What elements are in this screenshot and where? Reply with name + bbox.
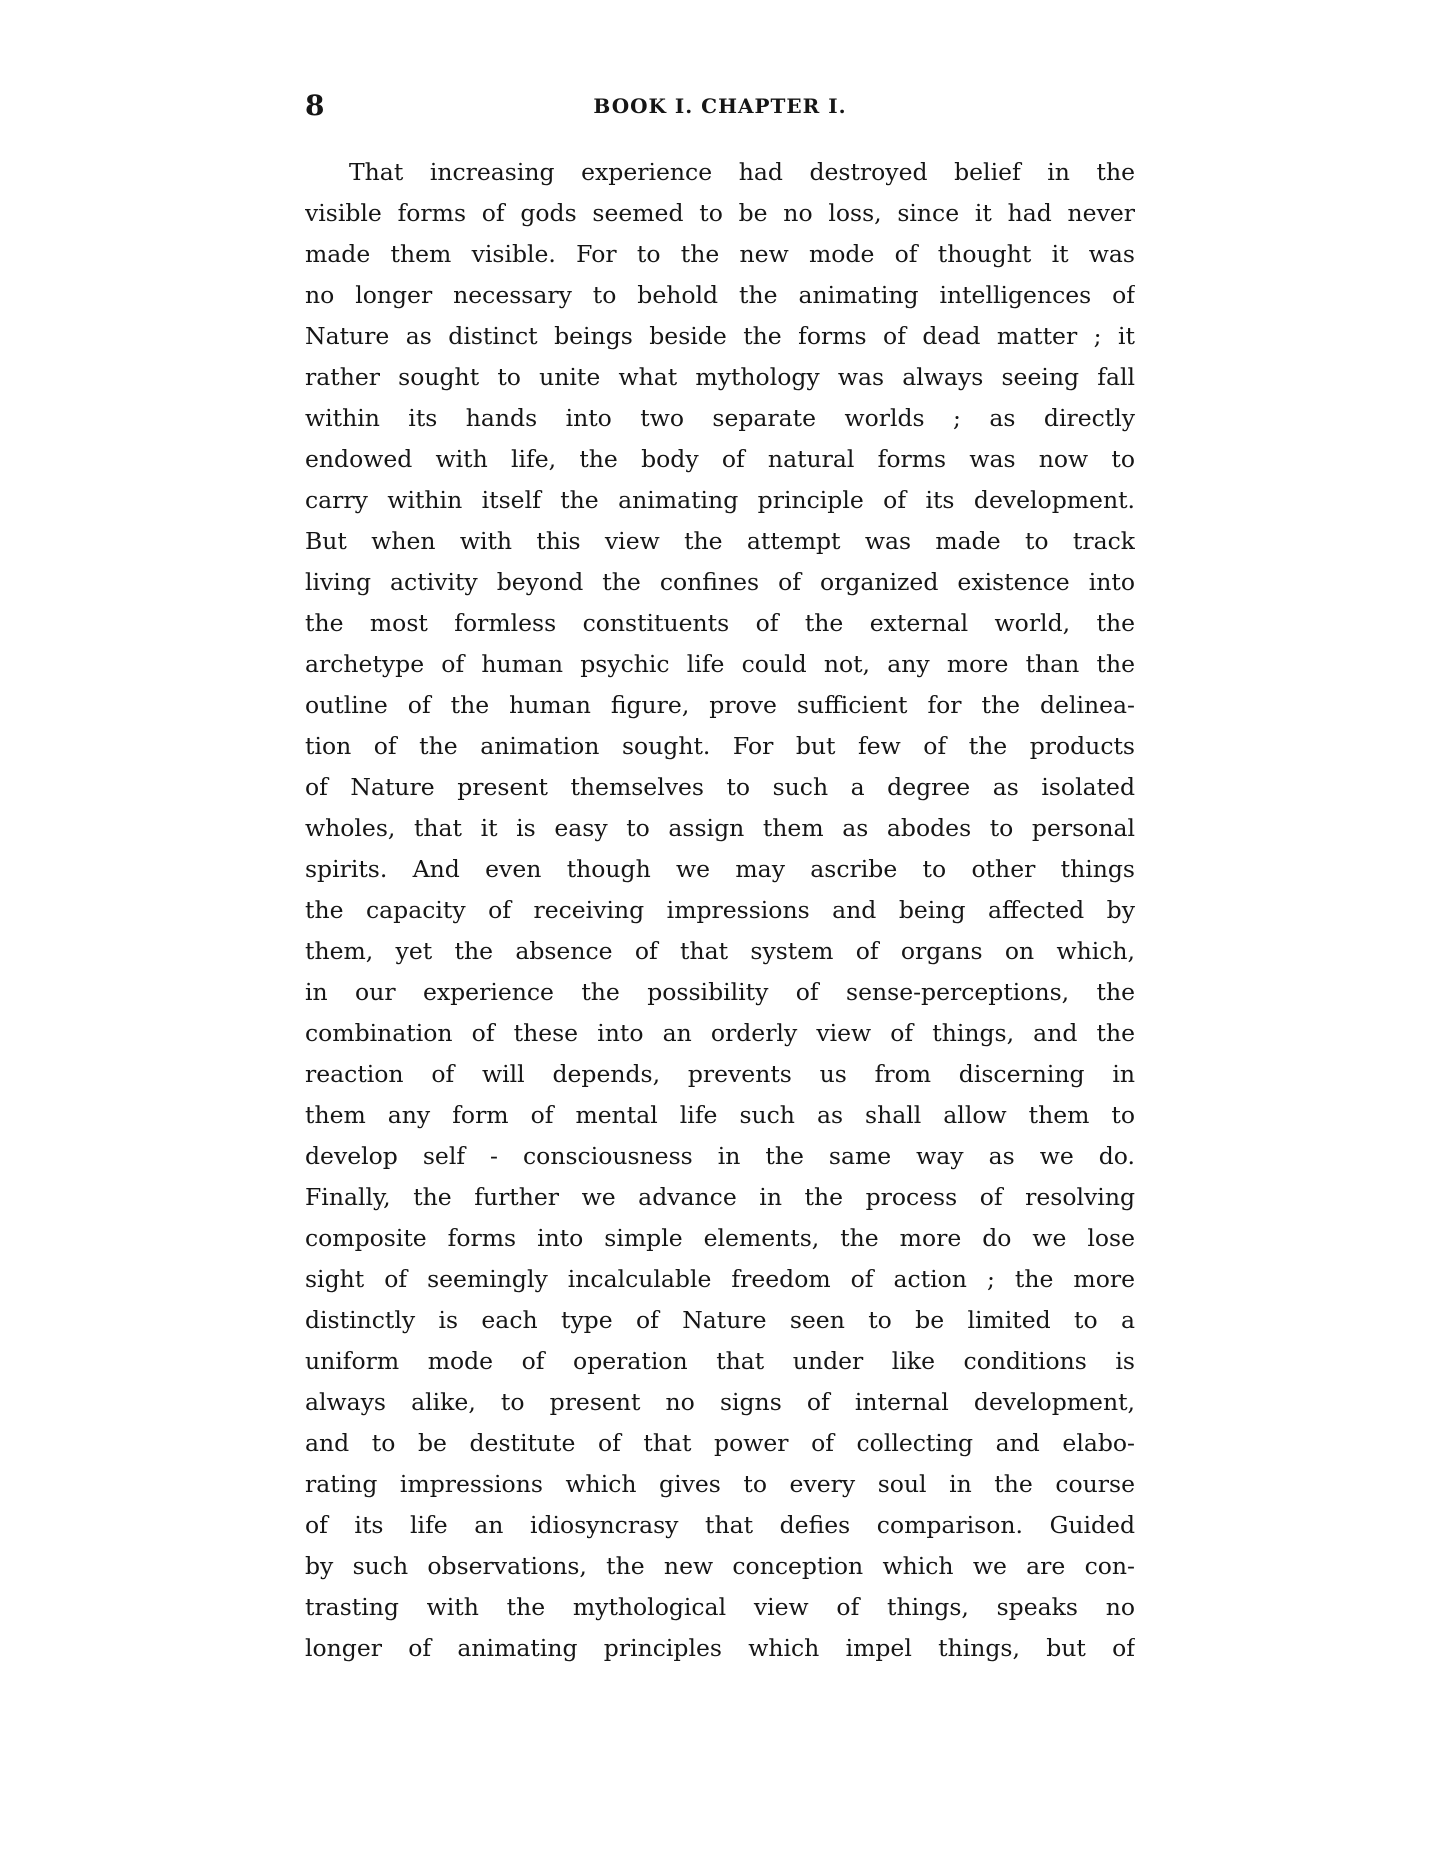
text-line: them any form of mental life such as shall allow them to — [305, 1101, 1135, 1129]
text-line: visible forms of gods seemed to be no loss, since it had never — [305, 199, 1135, 227]
text-line: in our experience the possibility of sense-perceptions, the — [305, 978, 1135, 1006]
text-line: made them visible. For to the new mode of thought it was — [305, 240, 1135, 268]
text-line: develop self - consciousness in the same way as we do. — [305, 1142, 1135, 1170]
text-line: by such observations, the new conception which we are con- — [305, 1552, 1135, 1580]
text-line: trasting with the mythological view of things, speaks no — [305, 1593, 1135, 1621]
text-line: rather sought to unite what mythology was always seeing fall — [305, 363, 1135, 391]
text-line: the capacity of receiving impressions and being affected by — [305, 896, 1135, 924]
text-line: endowed with life, the body of natural forms was now to — [305, 445, 1135, 473]
text-line: and to be destitute of that power of collecting and elabo- — [305, 1429, 1135, 1457]
text-line: uniform mode of operation that under like conditions is — [305, 1347, 1135, 1375]
text-line: the most formless constituents of the external world, the — [305, 609, 1135, 637]
text-line: longer of animating principles which impel things, but of — [305, 1634, 1135, 1662]
text-line: living activity beyond the confines of organized existence into — [305, 568, 1135, 596]
text-line: rating impressions which gives to every soul in the course — [305, 1470, 1135, 1498]
text-line: But when with this view the attempt was made to track — [305, 527, 1135, 555]
page-number: 8 — [305, 89, 325, 122]
page-header — [305, 86, 1135, 126]
text-line: combination of these into an orderly view of things, and the — [305, 1019, 1135, 1047]
text-line: That increasing experience had destroyed belief in the — [349, 158, 1135, 186]
text-line: them, yet the absence of that system of organs on which, — [305, 937, 1135, 965]
text-line: Finally, the further we advance in the process of resolving — [305, 1183, 1135, 1211]
text-line: Nature as distinct beings beside the forms of dead matter ; it — [305, 322, 1135, 350]
text-line: wholes, that it is easy to assign them as abodes to personal — [305, 814, 1135, 842]
text-line: always alike, to present no signs of internal development, — [305, 1388, 1135, 1416]
text-line: spirits. And even though we may ascribe to other things — [305, 855, 1135, 883]
text-line: no longer necessary to behold the animating intelligences of — [305, 281, 1135, 309]
text-line: reaction of will depends, prevents us from discerning in — [305, 1060, 1135, 1088]
text-line: within its hands into two separate worlds ; as directly — [305, 404, 1135, 432]
text-line: outline of the human figure, prove sufficient for the delinea- — [305, 691, 1135, 719]
text-line: distinctly is each type of Nature seen to be limited to a — [305, 1306, 1135, 1334]
text-line: archetype of human psychic life could not, any more than the — [305, 650, 1135, 678]
text-line: of its life an idiosyncrasy that defies comparison. Guided — [305, 1511, 1135, 1539]
text-line: carry within itself the animating principle of its development. — [305, 486, 1135, 514]
text-line: sight of seemingly incalculable freedom of action ; the more — [305, 1265, 1135, 1293]
text-line: composite forms into simple elements, the more do we lose — [305, 1224, 1135, 1252]
body-text — [305, 152, 1135, 1669]
text-line: of Nature present themselves to such a degree as isolated — [305, 773, 1135, 801]
running-head: BOOK I. CHAPTER I. — [593, 94, 847, 118]
text-line: tion of the animation sought. For but few of the products — [305, 732, 1135, 760]
